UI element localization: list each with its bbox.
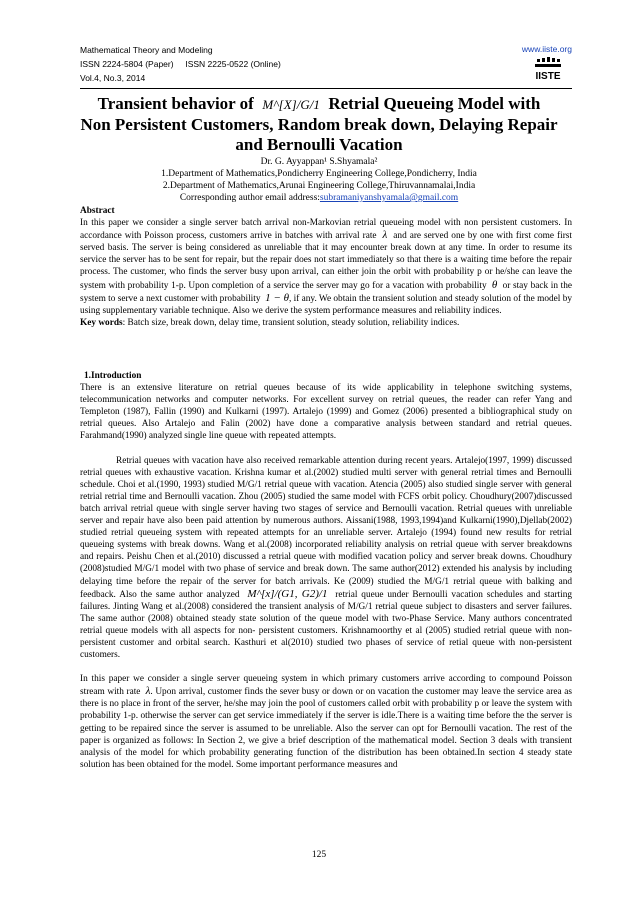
- header-rule: [80, 88, 572, 89]
- intro-paragraph-3: In this paper we consider a single server queueing system in which primary customers arrive according to compound Poisson stream with rate λ. Upon arrival, customer finds the sever busy or down or on vacation the customer may leave the service area as there is no place in front of the server, he/she may join the pool of customers called orbit with probability p or leave the system with probability 1-p. otherwise the server can get service immediately if the server is idle.There is a waiting time before the the server is getting to be repaired since the server is assumed to be unreliable. Also the server can opt for Bernoulli vacation. The rest of the paper is organized as follows: In Section 2, we give a brief description of the mathematical model. Section 3 deals with transient analysis of the model for which probability generating function of the distribution has been obtained.In section 4 steady state solution has been obtained for the model. Some important performance measures and: [80, 674, 572, 770]
- batch-model-notation: M^[x]/(G1, G2)/1: [247, 587, 328, 600]
- abstract-heading: Abstract: [80, 206, 115, 216]
- affiliation-2: 2.Department of Mathematics,Arunai Engineering College,Thiruvannamalai,India: [162, 181, 476, 191]
- title-model-notation: M^[X]/G/1: [262, 97, 320, 112]
- intro-paragraph-1: There is an extensive literature on retrial queues because of its wide applicability in telephone switching systems, telecommunication networks and computer networks. For excellent survey on retrial queues, the reader can refer Yang and Templeton (1987), Fallin (1990) and Kulkarni (1997). Artalejo (1999) and Gomez (2006) presented a bibliographical study on retrial queues. Also Artalejo and Falin (2002) have done a comparative analysis between standard and retrial queues. Farahmand(1990) analyzed single line queue with repeated attempts.: [80, 383, 572, 442]
- volume-line: Vol.4, No.3, 2014: [80, 73, 146, 83]
- one-minus-theta: 1 − θ: [265, 291, 289, 304]
- issn-line: ISSN 2224-5804 (Paper) ISSN 2225-0522 (Online): [80, 59, 281, 69]
- journal-name: Mathematical Theory and Modeling: [80, 45, 213, 55]
- corresponding-email: Corresponding author email address:subramaniyanshyamala@gmail.com: [179, 193, 459, 203]
- paper-title: Transient behavior of M^[X]/G/1 Retrial Queueing Model with Non Persistent Customers, Random break down, Delaying Repair and Bernoulli Vacation: [80, 94, 558, 154]
- affiliation-1: 1.Department of Mathematics,Pondicherry Engineering College,Pondicherry, India: [161, 169, 477, 179]
- iiste-logo: [533, 57, 563, 83]
- introduction-section: [80, 370, 572, 771]
- intro-paragraph-2: Retrial queues with vacation have also received remarkable attention during recent years. Artalejo(1997, 1999) discussed retrial queues with exhaustive vacation. Krishna kumar et al.(2002) studied multi server with general retrial times and Bernoulli schedule. Choi et al.(1990, 1993) studied M/G/1 retrial queue with vacation. Atencia (2005) also studied single server with general retrial retrial time and Bernoulli vacation. Zhou (2005) studied the same model with FCFS orbit policy. Choudhury(2007)discussed batch arrival retrial queue with single server having two stages of service and Bernoulli vacation. Retrial queues with unreliable server and repair have also been paid attention by numerous authors. Aissani(1988, 1993,1994)and Kulkarni(1990),Djellab(2002) studied retrial queueing system with repeated attempts for an unreliable server. Artalejo (1994) found new results for retrial queueing systems with break downs. Wang et al.(2008) incorporated reliability analysis on retrial queue with server breakdowns and repairs. Peishu Chen et al.(2010) discussed a retrial queue with modified vacation policy and server break downs. Choudhury (2008)studied M/G/1 model with two phase of service and break down. The same author(2012) extended his analysis by including delaying time before the repair of the server for batch arrivals. Ke (2009) studied the M/G/1 retrial queue with balking and feedback. Also the same author analyzed M^[x]/(G1, G2)/1 retrial queue under Bernoulli vacation schedules and starting failures. Jinting Wang et al.(2008) considered the transient analysis of M/G/1 retrial queue subject to disasters and server failures. The same author (2008) obtained steady state solution of the queue model with two-Phase Service. Many authors concentrated retrial queue models with all aspects for non- persistent customers. Krishnamoorthy et al (2005) studied retrial queue with non-persistent customer and orbital search. Kasthuri et al(2010) studied two phases of service of retial queue with non-persistent customers.: [80, 455, 573, 661]
- journal-url-link[interactable]: www.iiste.org: [521, 44, 572, 54]
- introduction-heading: 1.Introduction: [84, 371, 142, 381]
- abstract-text: In this paper we consider a single server batch arrival non-Markovian retrial queueing model with non persistent customers. In accordance with Poisson process, customers arrive in batches with arrival rate λ and are served one by one with first come first served basis. The server is being considered as unreliable that it may encounter break down at any time. In order to resume its service the server has to be sent for repair, but the repair does not start immediately so that there is a waiting time before the repair process. The customer, who finds the server busy upon arrival, can either join the orbit with probability p or he/she can leave the system with probability 1-p. Upon completion of a service the server may go for a vacation with probability θ or stay back in the system to serve a next customer with probability 1 − θ, if any. We obtain the transient solution and steady solution of the model by using supplementary variable technique. Also we derive the system performance measures and reliability indices.: [80, 218, 572, 316]
- abstract-section: [80, 205, 572, 329]
- theta-symbol: θ: [491, 278, 498, 291]
- keywords: Key words: Batch size, break down, delay time, transient solution, steady solution, reliability indices.: [80, 317, 460, 328]
- logo-text: IISTE: [535, 71, 561, 82]
- page-number: 125: [311, 850, 327, 860]
- lambda-symbol: λ: [382, 229, 388, 242]
- email-link[interactable]: subramaniyanshyamala@gmail.com: [319, 193, 459, 203]
- authors: Dr. G. Ayyappan¹ S.Shyamala²: [260, 157, 378, 167]
- lambda-symbol-2: λ: [145, 685, 151, 698]
